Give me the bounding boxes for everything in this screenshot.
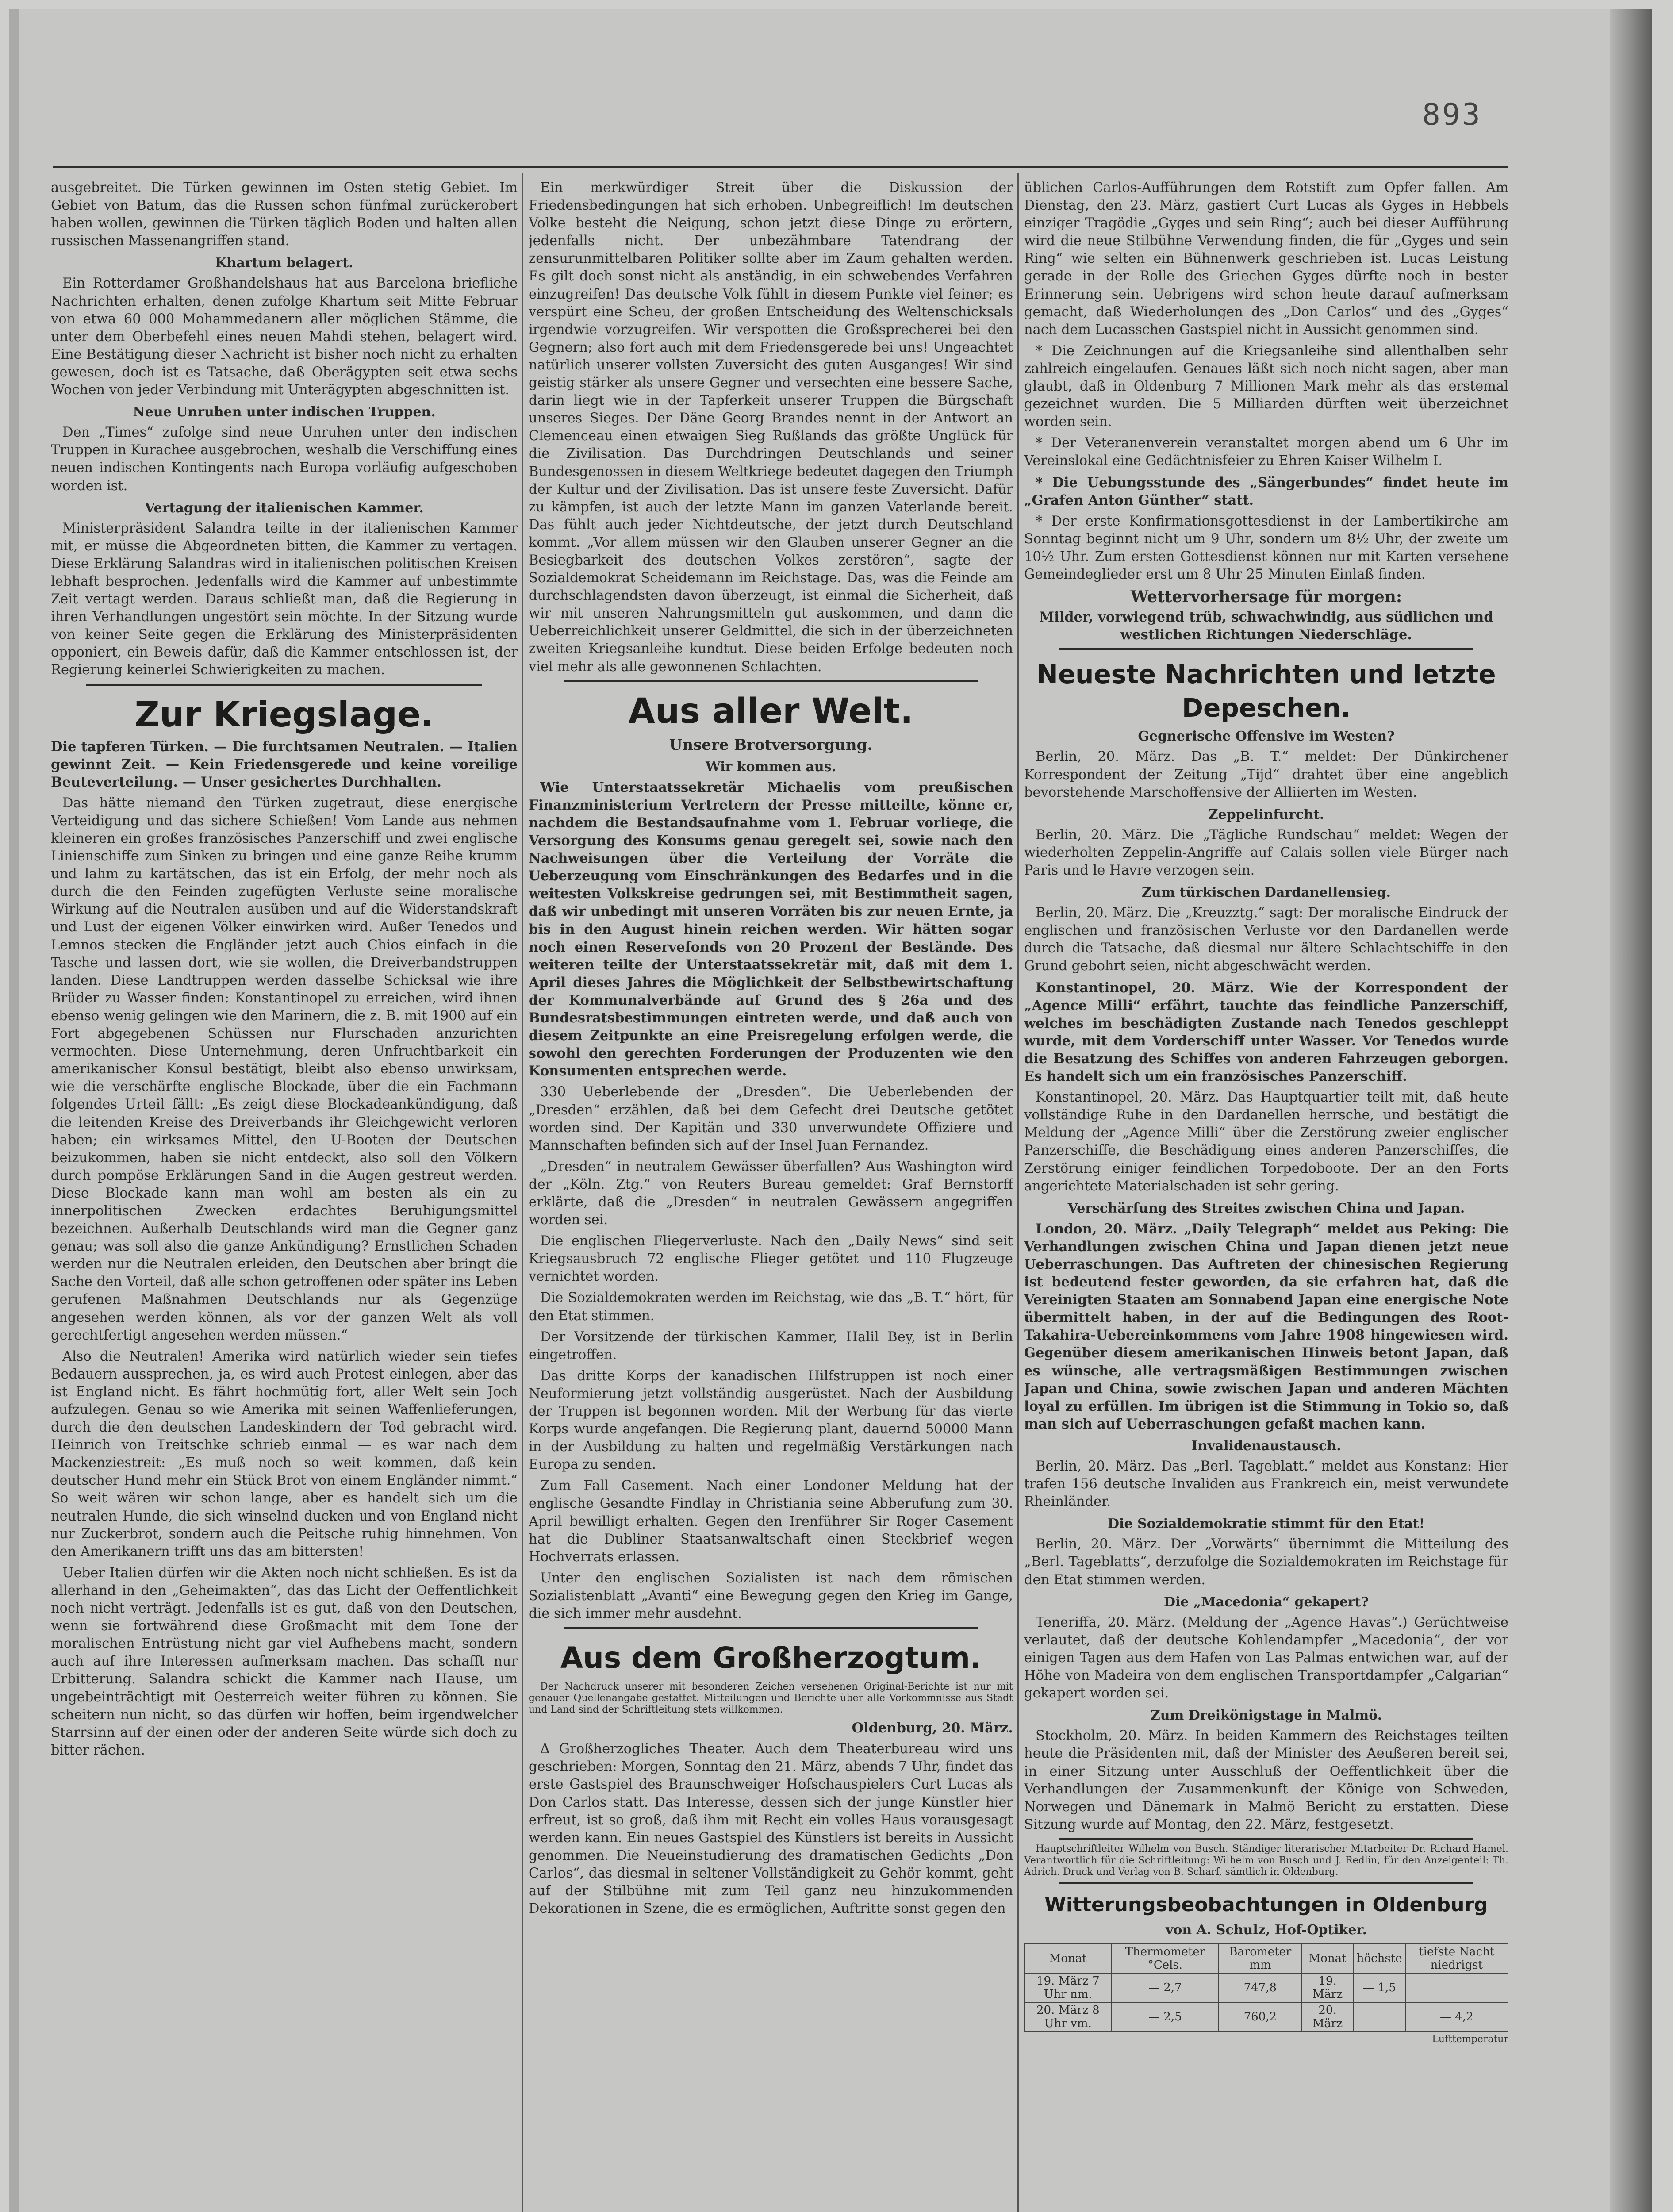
invalid-heading: Invalidenaustausch. [1191,1438,1341,1454]
canada-text: Das dritte Korps der kanadischen Hilfstruppen ist noch einer Neuformierung jetzt vollständig ausgerüstet. Nach der Ausbildung der Truppen ist begonnen worden. Mit der Werbung für das vierte Korps wurde angefangen. Die Regierung plant, dauernd 50000 Mann in der Ausbildung zu halten und regelmäßig Verstärkungen nach Europa zu senden. [529,1368,1013,1473]
khartum-heading: Khartum belagert. [215,255,353,271]
table-cell: 20. März 8 Uhr vm. [1025,2002,1112,2032]
war-text-3: Ueber Italien dürfen wir die Akten noch nicht schließen. Es ist da allerhand in den „Geheimakten“, das das Licht der Oeffentlichkeit noch nicht verträgt. Jedenfalls ist es gut, daß von den Deutschen, wenn sie fortwährend diese Großmacht mit dem Tone der moralischen Entrüstung nicht gar viel Aufhebens macht, sondern auch auf ihre Interessen aufmerksam machen. Das schafft nur Erbitterung. Salandra schickt die Kammer nach Hause, um ungebeinträchtigt mit Oesterreich weiter führen zu können. Sie scheitern nun nicht, so das dürfen wir hoffen, beim irgendwelcher Starrsinn auf der einen oder der anderen Seite würde sich doch zu bitter rächen. [51,1565,518,1758]
table-header: Monat [1025,1944,1112,1973]
duchy-dateline: Oldenburg, 20. März. [852,1720,1013,1736]
zeppelin-heading: Zeppelinfurcht. [1208,806,1324,822]
etat-text: Berlin, 20. März. Der „Vorwärts“ übernimmt die Mitteilung des „Berl. Tageblatts“, derzufolge die Sozialdemokraten im Reichstage für den Etat stimmen werden. [1024,1536,1508,1588]
table-header: Barometer mm [1219,1944,1301,1973]
table-cell: 20. März [1301,2002,1353,2032]
table-row [1025,2002,1508,2032]
khartum-text: Ein Rotterdamer Großhandelshaus hat aus Barcelona briefliche Nachrichten erhalten, denen zufolge Khartum seit Mitte Februar von etwa 60 000 Mohammedanern aller möglichen Stämme, die unter dem Oberbefehl eines neuen Mahdi stehen, belagert wird. Eine Bestätigung dieser Nachricht ist bisher noch nicht zu erhalten gewesen, doch ist es Tatsache, daß Oberägypten seit etwa sechs Wochen von jeder Verbindung mit Unterägypten abgeschnitten ist. [51,276,518,398]
table-header: höchste [1354,1944,1405,1973]
column-2 [529,179,1013,2212]
top-rule [53,166,1508,168]
italy-text: Ministerpräsident Salandra teilte in der italienischen Kammer mit, er müsse die Abgeordneten bitten, die Kammer zu vertagen. Diese Erklärung Salandras wird in italienischen politischen Kreisen lebhaft besprochen. Jedenfalls wird die Kammer auf unbestimmte Zeit vertagt werden. Daraus schließt man, daß die Regierung in ihren Verhandlungen ungestört sein möchte. In der Sitzung wurde von keiner Seite gegen die Erklärung des Ministerpräsidenten opponiert, ein Beweis dafür, daß die Kammer entschlossen ist, der Regierung keinerlei Schwierigkeiten zu machen. [51,520,518,678]
etat-heading: Die Sozialdemokratie stimmt für den Etat! [1108,1516,1425,1532]
col2-intro: Ein merkwürdiger Streit über die Diskussion der Friedensbedingungen hat sich erhoben. Unbegreiflich! Im deutschen Volke besteht die Neigung, schon jetzt diese Dinge zu erörtern, jedenfalls nicht. Der unbezähmbare Tatendrang der zensurunmittelbaren Politiker sollte aber im Zaum gehalten werden. Es gilt doch sonst nicht als anständig, in ein schwebendes Verfahren einzugreifen! Das deutsche Volk fühlt in diesem Punkte viel feiner; es verspürt eine Scheu, der großen Entscheidung des Weltenschicksals irgendwie vorzugreifen. Wir verspotten die Großsprecherei bei den Gegnern; also fort auch mit dem Friedensgerede bei uns! Ungeachtet natürlich unserer vollsten Zuversicht des guten Ausganges! Wir sind geistig stärker als unsere Gegner und versechten eine bessere Sache, darin liegt wie in der Tapferkeit unserer Truppen die Bürgschaft unseres Sieges. Der Däne Georg Brandes nennt in der Antwort an Clemenceau einen etwaigen Sieg Rußlands das größte Unglück für die Zivilisation. Das Durchdringen Deutschlands und seiner Bundesgenossen in diesem Weltkriege bedeutet dagegen den Triumph der Kultur und der Zivilisation. Das ist unsere feste Zuversicht. Dafür zu kämpfen, ist auch der letzte Mann im ganzen Vaterlande bereit. Das fühlt auch jeder Nichtdeutsche, der jetzt durch Deutschland kommt. „Vor allem müssen wir den Glauben unserer Gegner an die Besiegbarkeit des deutschen Volkes zerstören“, sagte der Sozialdemokrat Scheidemann im Reichstage. Das, was die Feinde am durchschlagendsten davon überzeugt, ist einmal die Sicherheit, daß wir mit unseren Nahrungsmitteln gut auskommen, und dann die Ueberreichlichkeit unserer Geldmittel, die sich in der überzeichneten zweiten Kriegsanleihe kundtut. Diese beiden Erfolge bedeuten noch viel mehr als alle gewonnenen Schlachten. [529,180,1013,675]
india-text: Den „Times“ zufolge sind neue Unruhen unter den indischen Truppen in Kurachee ausgebrochen, weshalb die Verschiffung eines neuen indischen Kontingents nach Europa vorläufig aufgeschoben worden ist. [51,425,518,494]
china-heading: Verschärfung des Streites zwischen China und Japan. [1067,1200,1465,1216]
casement-text: Zum Fall Casement. Nach einer Londoner Meldung hat der englische Gesandte Findlay in Christiania seine Abberufung zum 30. April bewilligt erhalten. Gegen den Irenführer Sir Roger Casement hat die Dubliner Staatsanwaltschaft einen Steckbrief wegen Hochverrats erlassen. [529,1478,1013,1565]
halil-text: Der Vorsitzende der türkischen Kammer, Halil Bey, ist in Berlin eingetroffen. [529,1329,1013,1363]
bread-heading: Unsere Brotversorgung. [669,736,873,754]
table-group-header: Lufttemperatur [1432,2033,1508,2045]
col1-intro: ausgebreitet. Die Türken gewinnen im Osten stetig Gebiet. Im Gebiet von Batum, das die Russen schon fünfmal zurückerobert haben wollen, gewinnen die Türken täglich Boden und halten allen russischen Massenangriffen stand. [51,180,518,249]
duchy-note: Der Nachdruck unserer mit besonderen Zeichen versehenen Original-Berichte ist nur mit genauer Quellenangabe gestattet. Mitteilungen und Berichte über alle Vorkommnisse aus Stadt und Land sind der Schriftleitung stets willkommen. [529,1681,1013,1716]
table-row [1025,1973,1508,2002]
avanti-text: Unter den englischen Sozialisten ist nach dem römischen Sozialistenblatt „Avanti“ eine Bewegung gegen den Krieg im Gange, die sich immer mehr ausdehnt. [529,1570,1013,1622]
duchy-heading: Aus dem Großherzogtum. [560,1641,982,1675]
malmo-heading: Zum Dreikönigstage in Malmö. [1150,1708,1382,1724]
table-cell: — 2,7 [1112,1973,1219,2002]
section-divider [1059,1838,1473,1840]
table-cell [1354,2002,1405,2032]
dardanelles-text-3: Konstantinopel, 20. März. Das Hauptquartier teilt mit, daß heute vollständige Ruhe in den Dardanellen herrsche, und bestätigt die Meldung der „Agence Milli“ über die Zerstörung zweier englischer Panzerschiffe, die Beschädigung eines anderen Panzerschiffes, die Zerstörung einiger feindlichen Torpedoboote. Der an den Forts angerichtete Materialschaden ist sehr gering. [1024,1090,1508,1194]
table-cell: — 2,5 [1112,2002,1219,2032]
invalid-text: Berlin, 20. März. Das „Berl. Tageblatt.“ meldet aus Konstanz: Hier trafen 156 deutsche Invaliden aus Frankreich ein, meist verwundete Rheinländer. [1024,1459,1508,1510]
section-divider [1059,648,1473,650]
zeppelin-text: Berlin, 20. März. Die „Tägliche Rundschau“ meldet: Wegen der wiederholten Zeppelin-Angriffe auf Calais sollen viele Bürger nach Paris und le Havre verzogen sein. [1024,827,1508,878]
table-header: Monat [1301,1944,1353,1973]
war-summary: Die tapferen Türken. — Die furchtsamen Neutralen. — Italien gewinnt Zeit. — Kein Friedensgerede und keine voreilige Beuteverteilung. — Unser gesichertes Durchhalten. [51,738,518,790]
world-heading: Aus aller Welt. [628,691,913,731]
news-heading-line-1: Neueste Nachrichten und letzte [1036,659,1496,690]
table-cell: 19. März [1301,1973,1353,2002]
table-cell: 19. März 7 Uhr nm. [1025,1973,1112,2002]
note-3: * Die Uebungsstunde des „Sängerbundes“ findet heute im „Grafen Anton Günther“ statt. [1024,474,1508,508]
news-heading-line-2: Depeschen. [1182,693,1351,723]
dresden2-text: „Dresden“ in neutralem Gewässer überfallen? Aus Washington wird der „Köln. Ztg.“ von Reuters Bureau gemeldet: Graf Bernstorff erklärte, daß die „Dresden“ in neutralen Gewässern angegriffen worden sei. [529,1159,1013,1228]
note-2: * Der Veteranenverein veranstaltet morgen abend um 6 Uhr im Vereinslokal eine Gedächtnisfeier zu Ehren Kaiser Wilhelm I. [1024,435,1508,469]
table-header: tiefste Nacht niedrigst [1405,1944,1508,1973]
table-cell: 760,2 [1219,2002,1301,2032]
weather-subtitle: von A. Schulz, Hof-Optiker. [1165,1922,1367,1938]
imprint: Hauptschriftleiter Wilhelm von Busch. Ständiger literarischer Mitarbeiter Dr. Richard Hamel. Verantwortlich für die Schriftleitung: Wilhelm von Busch und J. Redlin, für den Anzeigenteil: Th. Adrich. Druck und Verlag von B. Scharf, sämtlich in Oldenburg. [1024,1843,1508,1878]
macedonia-text: Teneriffa, 20. März. (Meldung der „Agence Havas“.) Gerüchtweise verlautet, daß der deutsche Kohlendampfer „Macedonia“, der vor einigen Tagen aus dem Hafen von Las Palmas entwichen war, auf der Höhe von Madeira von dem englischen Transportdampfer „Calgarian“ gekapert worden sei. [1024,1614,1508,1701]
note-4: * Der erste Konfirmationsgottesdienst in der Lambertikirche am Sonntag beginnt nicht um 9 Uhr, sondern um 8½ Uhr, der zweite um 10½ Uhr. Zum ersten Gottesdienst können nur mit Karten versehene Gemeindeglieder erst um 8 Uhr 25 Minuten Einlaß finden. [1024,513,1508,582]
table-cell: 747,8 [1219,1973,1301,2002]
section-divider [86,684,482,686]
weather-table [1024,1943,1508,2045]
italy-heading: Vertagung der italienischen Kammer. [145,500,424,516]
theater-text: Δ Großherzogliches Theater. Auch dem Theaterbureau wird uns geschrieben: Morgen, Sonntag den 21. März, abends 7 Uhr, findet das erste Gastspiel des Braunschweiger Hofschauspielers Curt Lucas als Don Carlos statt. Das Interesse, dessen sich der junge Künstler hier erfreut, ist so groß, daß ihm mit Recht ein volles Haus vorausgesagt werden kann. Ein neues Gastspiel des Künstlers ist bereits in Aussicht genommen. Die Neueinstudierung des dramatischen Gedichts „Don Carlos“, das diesmal in seltener Vollständigkeit zu Gehör kommt, geht auf der Stilbühne mit zum Teil ganz neu hinzukommenden Dekorationen in Szene, die es ermöglichen, Auftritte sonst gegen den [529,1741,1013,1917]
war-heading: Zur Kriegslage. [134,695,434,735]
dardanelles-text: Berlin, 20. März. Die „Kreuzztg.“ sagt: Der moralische Eindruck der englischen und französischen Verluste vor den Dardanellen werde durch die Tatsache, daß diesmal nur ältere Schlachtschiffe in den Grund gebohrt seien, nicht abgeschwächt werden. [1024,905,1508,974]
weather-title: Witterungsbeobachtungen in Oldenburg [1044,1893,1488,1916]
dresden-text: 330 Ueberlebende der „Dresden“. Die Ueberlebenden der „Dresden“ erzählen, daß bei dem Gefecht drei Deutsche getötet worden sind. Der Kapitän und 330 unverwundete Offiziere und Mannschaften befinden sich auf der Insel Juan Fernandez. [529,1084,1013,1153]
table-header-row [1025,1944,1508,1973]
flyers-text: Die englischen Fliegerverluste. Nach den „Daily News“ sind seit Kriegsausbruch 72 englische Flieger getötet und 110 Flugzeuge vernichtet worden. [529,1233,1013,1285]
war-text-2: Also die Neutralen! Amerika wird natürlich wieder sein tiefes Bedauern aussprechen, ja, es wird auch Protest einlegen, aber das ist England nicht. Es fährt hochmütig fort, aller Welt sein Joch aufzulegen. Genau so wie Amerika mit seinen Waffenlieferungen, durch die den deutschen Landeskindern der Tod gebracht wird. Heinrich von Treitschke schrieb einmal — es war nach dem Mackenziestreit: „Es muß noch so weit kommen, daß kein deutscher Hund mehr ein Stück Brot von einem Engländer nimmt.“ So weit wären wir schon lange, aber es handelt sich um die neutralen Hunde, die sich winselnd ducken und von England nicht nur Zuckerbrot, sondern auch die Peitsche ruhig hinnehmen. Von den Amerikanern trifft uns das am bittersten! [51,1348,518,1559]
newspaper-page [9,9,1652,2212]
page-binding-shadow [1610,9,1652,2212]
offensive-text: Berlin, 20. März. Das „B. T.“ meldet: Der Dünkirchener Korrespondent der Zeitung „Tijd“ drahtet über eine angeblich bevorstehende Marschoffensive der Alliierten im Westen. [1024,749,1508,800]
malmo-text: Stockholm, 20. März. In beiden Kammern des Reichstages teilten heute die Präsidenten mit, daß der Minister des Aeußeren bereit sei, in einer Sitzung unter Ausschluß der Oeffentlichkeit über die Verhandlungen der Zusammenkunft der Könige von Schweden, Norwegen und Dänemark in Malmö Bericht zu erstatten. Diese Sitzung wurde auf Montag, den 22. März, festgesetzt. [1024,1728,1508,1832]
section-divider [564,1627,978,1629]
weather-observations-table [1024,1943,1508,2032]
column-rule-1 [522,173,523,2212]
social-text: Die Sozialdemokraten werden im Reichstag, wie das „B. T.“ hört, für den Etat stimmen. [529,1290,1013,1324]
page-left-edge [9,9,19,2212]
offensive-heading: Gegnerische Offensive im Westen? [1138,729,1395,745]
table-header: Thermometer °Cels. [1112,1944,1219,1973]
china-text: London, 20. März. „Daily Telegraph“ meldet aus Peking: Die Verhandlungen zwischen China und Japan dienen jetzt neue Ueberraschungen. Das Auftreten der chinesischen Regierung ist bedeutend fester geworden, da sie erfahren hat, daß die Vereinigten Staaten am Sonnabend Japan eine energische Note übermittelt haben, in der auf die Bedingungen des Root-Takahira-Uebereinkommens vom Jahre 1908 hingewiesen wird. Gegenüber diesem amerikanischen Hinweis betont Japan, daß es wünsche, alle vertragsmäßigen Bestimmungen zwischen Japan und China, sowie zwischen Japan und anderen Mächten loyal zu erfüllen. Im übrigen ist die Stimmung in Tokio so, daß man sich auf Ueberraschungen gefaßt machen kann. [1024,1221,1508,1432]
column-rule-2 [1017,173,1019,2212]
macedonia-heading: Die „Macedonia“ gekapert? [1163,1594,1369,1610]
section-divider [1059,1882,1473,1884]
dardanelles-heading: Zum türkischen Dardanellensieg. [1142,885,1391,901]
col3-intro: üblichen Carlos-Aufführungen dem Rotstift zum Opfer fallen. Am Dienstag, den 23. März, gastiert Curt Lucas als Gyges in Hebbels einziger Tragödie „Gyges und sein Ring“; auch bei dieser Aufführung wird die neue Stilbühne Verwendung finden, die für „Gyges und sein Ring“ wie selten ein Bühnenwerk geschrieben ist. Lucas Leistung gerade in der Rolle des Griechen Gyges dürfte noch in bester Erinnerung sein. Uebrigens wird schon heute darauf aufmerksam gemacht, daß Wiederholungen des „Don Carlos“ und des „Gyges“ nach dem Lucasschen Gastspiel nicht in Aussicht genommen sind. [1024,180,1508,338]
table-cell: — 1,5 [1354,1973,1405,2002]
page-number: 893 [1422,97,1482,132]
table-cell [1405,1973,1508,2002]
note-1: * Die Zeichnungen auf die Kriegsanleihe sind allenthalben sehr zahlreich eingelaufen. Genaues läßt sich noch nicht sagen, aber man glaubt, daß in Oldenburg 7 Millionen Mark mehr als das erstemal gezeichnet wurden. Die 5 Milliarden dürften weit überzeichnet worden sein. [1024,343,1508,430]
column-1 [51,179,518,2212]
bread-subheading: Wir kommen aus. [705,759,836,775]
forecast-text: Milder, vorwiegend trüb, schwachwindig, aus südlichen und westlichen Richtungen Niederschläge. [1039,609,1493,643]
bread-text: Wie Unterstaatssekretär Michaelis vom preußischen Finanzministerium Vertretern der Presse mitteilte, könne er, nachdem die Bestandsaufnahme vom 1. Februar vorliege, die Versorgung des Konsums genau geregelt sei, sowie nach den Nachweisungen über die Verteilung der Vorräte die Ueberzeugung vom Einschränkungen des Bedarfes und in die weitesten Volkskreise gedrungen sei, mit Bestimmtheit sagen, daß wir unbedingt mit unseren Vorräten bis zur neuen Ernte, ja bis in den August hinein reichen werden. Wir hätten sogar noch einen Reservefonds von 20 Prozent der Bestände. Des weiteren teilte der Unterstaatssekretär mit, daß mit dem 1. April dieses Jahres die Möglichkeit der Selbstbewirtschaftung der Kommunalverbände auf Grund des § 26a und des Bundesratsbestimmungen eintreten werde, und daß auch von diesem Zeitpunkte an eine Preisregelung erfolgen werde, die sowohl den gerechten Forderungen der Produzenten wie den Konsumenten entsprechen werde. [529,779,1013,1079]
column-3 [1024,179,1508,2212]
india-heading: Neue Unruhen unter indischen Truppen. [133,404,436,420]
forecast-heading: Wettervorhersage für morgen: [1130,588,1402,607]
section-divider [564,680,978,682]
war-text-1: Das hätte niemand den Türken zugetraut, diese energische Verteidigung und das sichere Schießen! Vom Lande aus nehmen kleineren ein großes französisches Panzerschiff und zwei englische Linienschiffe zum Sinken zu bringen und eine ganze Reihe krumm und lahm zu kartätschen, das ist ein Erfolg, der mehr noch als durch die den Feinden zugefügten Verluste seine moralische Wirkung auf die Neutralen ausüben und auf die Widerstandskraft und Lust der eigenen Völker einwirken wird. Außer Tenedos und Lemnos stecken die Engländer jetzt auch Chios einfach in die Tasche und lassen dort, wie sie wollen, die Dreiverbandstruppen landen. Diese Landtruppen werden dasselbe Schicksal wie ihre Brüder zu Wasser finden: Konstantinopel zu erreichen, wird ihnen ebenso wenig gelingen wie den Marinern, die z. B. mit 1900 auf ein Fort abgegebenen Schüssen nur Flurschaden anzurichten vermochten. Diese Unternehmung, deren Unfruchtbarkeit ein amerikanischer Konsul bestätigt, bleibt also ebenso unwirksam, wie die verschärfte englische Blockade, über die ein Fachmann folgendes Urteil fällt: „Es zeigt diese Blockadeankündigung, daß die leitenden Kreise des Dreiverbands ihr Gleichgewicht verloren haben; ein wirksames Mittel, den U-Booten der Deutschen beizukommen, haben sie nicht entdeckt, also soll den Völkern durch pompöse Erklärungen Sand in die Augen gestreut werden. Diese Blockade kann man wohl am besten als ein zu innerpolitischen Zwecken erdachtes Beruhigungsmittel bezeichnen. Außerhalb Deutschlands wird man die Gegner ganz genau; was soll also die ganze Ankündigung? Ernstlichen Schaden werden nur die Neutralen erleiden, den Deutschen aber bringt die Sache den Vorteil, daß alle schon getroffenen oder später ins Leben gerufenen Maßnahmen Deutschlands nur als Gegenzüge angesehen werden können, als vor der ganzen Welt als voll gerechtfertigt angesehen werden müssen.“ [51,795,518,1343]
table-cell: — 4,2 [1405,2002,1508,2032]
dardanelles-text-2: Konstantinopel, 20. März. Wie der Korrespondent der „Agence Milli“ erfährt, tauchte das feindliche Panzerschiff, welches im beschädigten Zustande nach Tenedos geschleppt wurde, mit dem Vorderschiff unter Wasser. Vor Tenedos wurde die Besatzung des Schiffes von anderen Fahrzeugen geborgen. Es handelt sich um ein französisches Panzerschiff. [1024,979,1508,1085]
